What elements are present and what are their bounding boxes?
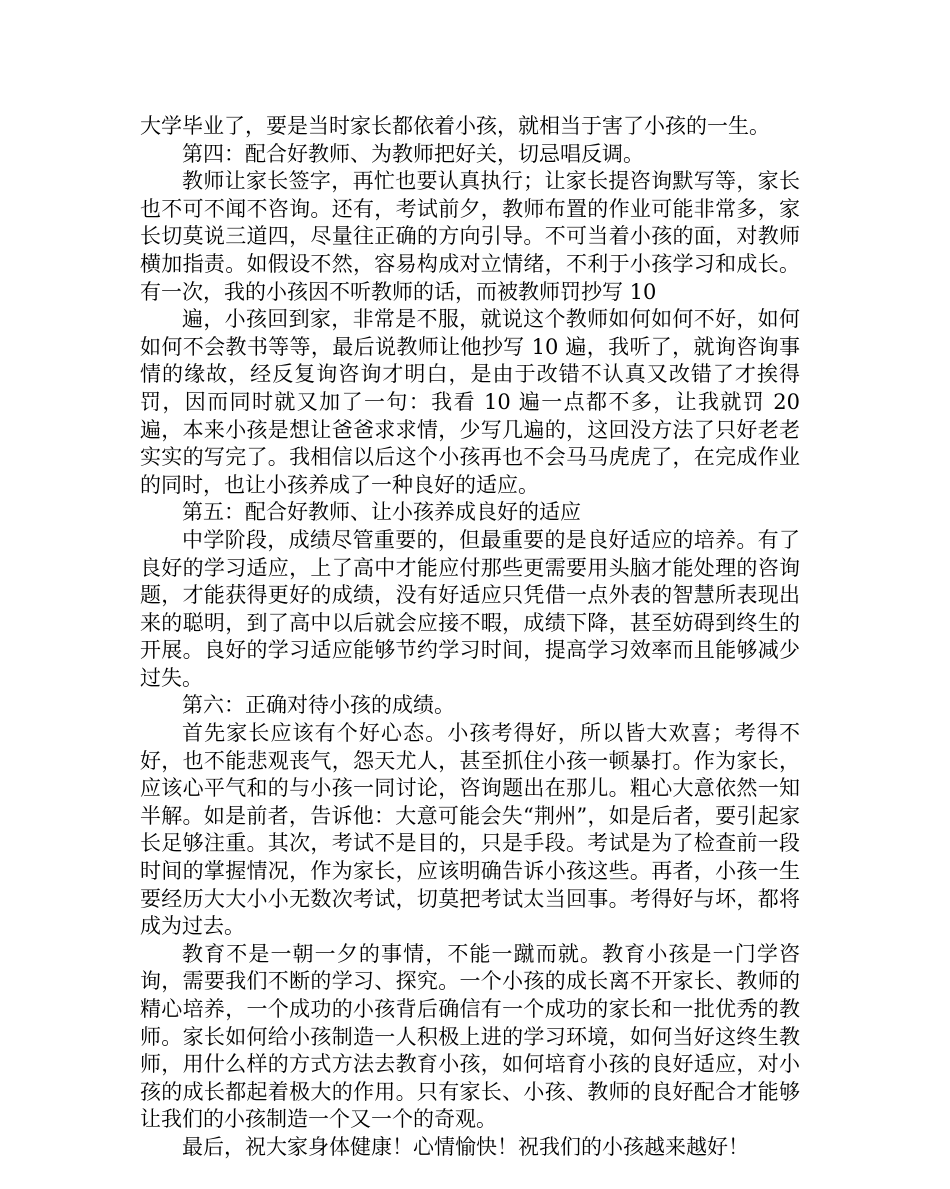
paragraph-4: 遍，小孩回到家，非常是不服，就说这个教师如何如何不好，如何如何不会教书等等，最后说教师让他抄写 10 遍，我听了，就询咨询事情的缘故，经反复询咨询才明白，是由于改错不认真又改错了才挨得罚，因而同时就又加了一句：我看 10 遍一点都不多，让我就罚 20 遍，本来小孩是想让爸爸求求情，少写几遍的，这回没方法了只好老老实实的写完了。我相信以后这个小孩再也不会马马虎虎了，在完成作业的同时，也让小孩养成了一种良好的适应。 [140, 307, 800, 497]
document-page [140, 113, 800, 1162]
paragraph-3: 教师让家长签字，再忙也要认真执行；让家长提咨询默写等，家长也不可不闻不咨询。还有，考试前夕，教师布置的作业可能非常多，家长切莫说三道四，尽量往正确的方向引导。不可当着小孩的面，对教师横加指责。如假设不然，容易构成对立情绪，不利于小孩学习和成长。有一次，我的小孩因不听教师的话，而被教师罚抄写 10 [140, 169, 800, 304]
paragraph-9: 教育不是一朝一夕的事情，不能一蹴而就。教育小孩是一门学咨询，需要我们不断的学习、探究。一个小孩的成长离不开家长、教师的精心培养，一个成功的小孩背后确信有一个成功的家长和一批优秀的教师。家长如何给小孩制造一人积极上进的学习环境，如何当好这终生教师，用什么样的方式方法去教育小孩，如何培育小孩的良好适应，对小孩的成长都起着极大的作用。只有家长、小孩、教师的良好配合才能够让我们的小孩制造一个又一个的奇观。 [140, 941, 800, 1132]
closing-paragraph: 最后，祝大家身体健康！心情愉快！祝我们的小孩越来越好！ [182, 1134, 749, 1159]
paragraph-8: 首先家长应该有个好心态。小孩考得好，所以皆大欢喜；考得不好，也不能悲观丧气，怨天尤人，甚至抓住小孩一顿暴打。作为家长，应该心平气和的与小孩一同讨论，咨询题出在那儿。粗心大意依然一知半解。如是前者，告诉他：大意可能会失“荆州”，如是后者，要引起家长足够注重。其次，考试不是目的，只是手段。考试是为了检查前一段时间的掌握情况，作为家长，应该明确告诉小孩这些。再者，小孩一生要经历大大小小无数次考试，切莫把考试太当回事。考得好与坏，都将成为过去。 [140, 721, 800, 939]
heading-point-4: 第四：配合好教师、为教师把好关，切忌唱反调。 [182, 141, 644, 166]
heading-point-6: 第六：正确对待小孩的成绩。 [182, 693, 455, 718]
paragraph-6: 中学阶段，成绩尽管重要的，但最重要的是良好适应的培养。有了良好的学习适应，上了高中才能应付那些更需要用头脑才能处理的咨询题，才能获得更好的成绩，没有好适应只凭借一点外表的智慧所表现出来的聪明，到了高中以后就会应接不暇，成绩下降，甚至妨碍到终生的开展。良好的学习适应能够节约学习时间，提高学习效率而且能够减少过失。 [140, 527, 800, 690]
paragraph-1: 大学毕业了，要是当时家长都依着小孩，就相当于害了小孩的一生。 [140, 114, 770, 138]
heading-point-5: 第五：配合好教师、让小孩养成良好的适应 [182, 500, 581, 525]
